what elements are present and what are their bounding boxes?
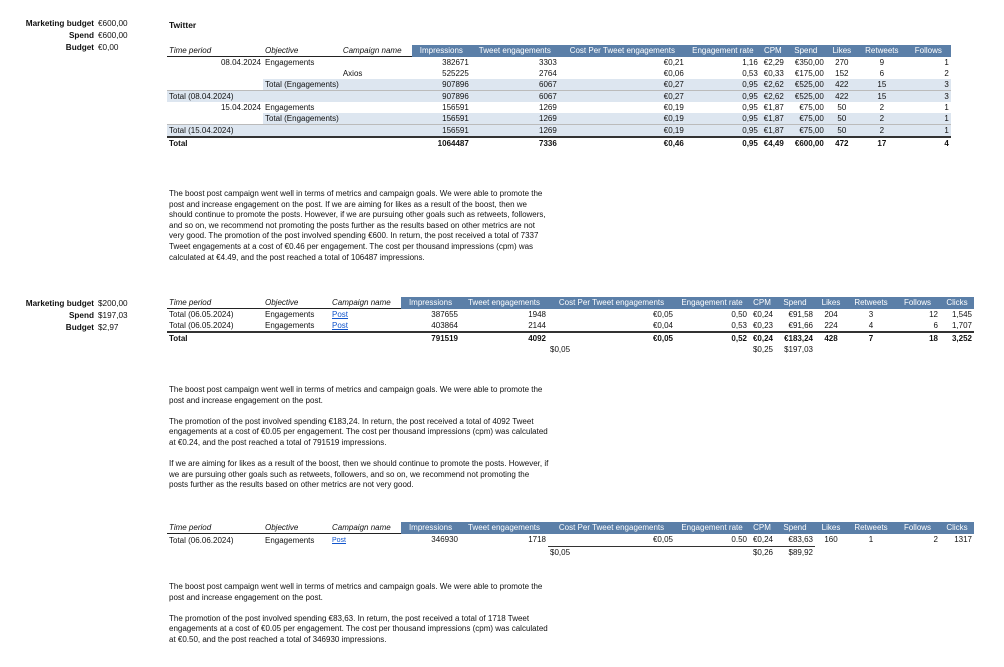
cell-engagements: 2144 (528, 321, 546, 330)
cell-cpm: €2,62 (760, 79, 786, 91)
paragraph: The boost post campaign went well in terms of metrics and campaign goals. We were able to promote the post and increase engagement on the post. (169, 582, 543, 602)
table-header (167, 45, 951, 57)
cell-spend: €91,58 (788, 309, 813, 319)
cell-rate: 0,95 (686, 125, 760, 138)
column-header: Campaign name (330, 297, 401, 309)
campaign-table-2 (167, 297, 974, 355)
cell-campaign (341, 57, 412, 69)
cell-spend: €75,00 (786, 125, 826, 138)
empty-cell (895, 344, 940, 355)
cell-likes: 50 (826, 113, 858, 125)
cell-cpe: €0,27 (559, 91, 686, 103)
cell-rate: 0,95 (686, 91, 760, 103)
column-header: Engagement rate (675, 297, 749, 309)
cell-engagements: 1718 (528, 535, 546, 545)
budget-label: Budget (65, 323, 94, 332)
cell-impressions: 382671 (442, 57, 469, 67)
cell-objective (263, 91, 341, 103)
cell-period: Total (08.04.2024) (167, 91, 263, 103)
column-header: Impressions (412, 45, 471, 57)
campaign-link[interactable]: Post (332, 310, 349, 319)
cell-retweets: 15 (858, 91, 906, 103)
cell-impressions: 156591 (442, 103, 469, 112)
cell-period: Total (06.05.2024) (169, 321, 234, 330)
cell-spend-usd: $197,03 (784, 345, 813, 354)
cell-cpe: €0,21 (663, 57, 684, 67)
cell-period (167, 68, 263, 79)
campaign-link[interactable]: Post (332, 321, 349, 330)
column-header: Retweets (858, 45, 906, 57)
column-header: Engagement rate (675, 522, 749, 534)
cell-cpm: €0,33 (763, 69, 784, 78)
table-header (167, 297, 974, 309)
cell-engagements: 6067 (471, 91, 559, 103)
cell-cpm: €2,62 (760, 91, 786, 103)
column-header: Campaign name (341, 45, 412, 57)
empty-cell (460, 546, 548, 558)
cell-campaign[interactable] (330, 309, 401, 321)
cell-rate: 0,95 (686, 137, 760, 149)
cell-period: Total (06.05.2024) (169, 310, 234, 319)
cell-retweets: 9 (879, 57, 885, 67)
empty-cell (401, 546, 460, 558)
cell-engagements: 2764 (539, 69, 557, 78)
cell-follows: 18 (895, 332, 940, 344)
cell-impressions: 403864 (431, 321, 458, 330)
cell-campaign (341, 102, 412, 113)
table-row (167, 102, 951, 113)
cell-period: 15.04.2024 (220, 103, 261, 112)
column-header: Retweets (847, 522, 895, 534)
cell-follows: 1 (944, 103, 949, 112)
column-header: Tweet engagements (471, 45, 559, 57)
campaign-table-3 (167, 522, 974, 558)
column-header: Objective (263, 45, 341, 57)
column-header: Likes (826, 45, 858, 57)
column-header: Clicks (940, 297, 974, 309)
cell-rate: 0,95 (686, 113, 760, 125)
empty-cell (167, 344, 263, 355)
cell-rate: 0,95 (742, 103, 758, 112)
cell-retweets: 1 (868, 535, 874, 545)
column-header: Spend (775, 522, 815, 534)
table-total-row (167, 137, 951, 149)
cell-cpe: €0,46 (559, 137, 686, 149)
column-header: Objective (263, 522, 330, 534)
cell-follows: 2 (933, 535, 938, 545)
paragraph: If we are aiming for likes as a result of the boost, then we should continue to promote the posts. However, if we are pursuing other goals such as retweets, followers, and so on, we recommend not promoting the posts further as the results based on other metrics are not very good. (169, 459, 549, 490)
cell-engagements: 4092 (460, 332, 548, 344)
cell-cpe: €0,05 (548, 332, 675, 344)
cell-spend: €175,00 (794, 69, 824, 78)
table-row (167, 113, 951, 125)
cell-retweets: 6 (879, 69, 885, 78)
cell-retweets: 15 (858, 79, 906, 91)
summary-text-1 (169, 189, 549, 274)
cell-likes: 270 (835, 57, 849, 67)
budget-label: Spend (68, 31, 94, 40)
empty-cell (675, 344, 749, 355)
column-header: Impressions (401, 522, 460, 534)
cell-engagements: 6067 (471, 79, 559, 91)
cell-cpe: €0,05 (652, 309, 673, 319)
column-header: Follows (906, 45, 951, 57)
empty-cell (847, 546, 895, 558)
cell-campaign (330, 332, 401, 344)
cell-engagements: 1948 (528, 309, 546, 319)
campaign-link[interactable]: Post (332, 537, 347, 544)
cell-follows: 4 (906, 137, 951, 149)
cell-likes: 50 (837, 103, 847, 112)
cell-engagements: 3303 (539, 57, 557, 67)
cell-clicks: 3,252 (940, 332, 974, 344)
cell-cpe-usd: $0,05 (550, 547, 571, 557)
cell-campaign (341, 137, 412, 149)
budget-value: €0,00 (98, 43, 119, 52)
platform-title: Twitter (169, 20, 197, 30)
usd-row (167, 546, 974, 558)
table-row (167, 57, 951, 69)
cell-rate: 1,16 (742, 57, 758, 67)
column-header: Time period (167, 297, 263, 309)
cell-follows: 1 (906, 113, 951, 125)
budget-value: $2,97 (98, 323, 119, 332)
cell-period (167, 79, 263, 91)
column-header: Likes (815, 522, 847, 534)
cell-likes: 422 (826, 91, 858, 103)
cell-spend: €91,66 (788, 321, 813, 330)
cell-follows: 3 (906, 79, 951, 91)
cell-follows: 1 (944, 57, 949, 67)
column-header: Clicks (940, 522, 974, 534)
column-header: Time period (167, 45, 263, 57)
cell-spend: €350,00 (794, 57, 824, 67)
empty-cell (330, 344, 401, 355)
cell-likes: 152 (835, 69, 849, 78)
table-total-row (167, 332, 974, 344)
empty-cell (815, 546, 847, 558)
cell-objective: Total (Engagements) (265, 114, 339, 123)
cell-cpe: €0,06 (663, 69, 684, 78)
cell-spend: €600,00 (786, 137, 826, 149)
empty-cell (895, 546, 940, 558)
cell-cpm-usd: $0,25 (752, 345, 773, 354)
table-row (167, 68, 951, 79)
cell-retweets: 4 (868, 321, 874, 330)
cell-rate: 0,52 (675, 332, 749, 344)
cell-engagements: 7336 (471, 137, 559, 149)
column-header: Cost Per Tweet engagements (548, 297, 675, 309)
cell-cpm: €0,23 (752, 321, 773, 330)
budget-value: €600,00 (98, 19, 128, 28)
paragraph: The boost post campaign went well in terms of metrics and campaign goals. We were able to promote the post and increase engagement on the post. If we are aiming for likes as a result of the boost, then we should continue to promote the posts. However, if we are pursuing other goals such as retweets, followers, and so on, we recommend not promoting the posts further as the results based on other metrics are not very good. The promotion of the post involved spending €600. In return, the post received a total of 7337 Tweet engagements at a cost of €0.46 per engagement. The cost per thousand impressions (cpm) was calculated at €4.49, and the post reached a total of 106487 impressions. (169, 189, 546, 262)
cell-impressions: 1064487 (412, 137, 471, 149)
empty-cell (675, 546, 749, 558)
cell-spend-usd: $89,92 (788, 547, 813, 557)
cell-likes: 50 (826, 125, 858, 138)
paragraph: The promotion of the post involved spending €83,63. In return, the post received a total of 1718 Tweet engagements at a cost of €0.05 per engagement. The cost per thousand impressions (cpm) was calculated at €0.50, and the post reached a total of 346930 impressions. (169, 613, 548, 644)
column-header: Likes (815, 297, 847, 309)
cell-follows: 3 (906, 91, 951, 103)
empty-cell (263, 344, 330, 355)
cell-follows: 2 (944, 69, 949, 78)
cell-rate: 0,53 (742, 69, 758, 78)
table-header (167, 522, 974, 534)
cell-likes: 224 (824, 321, 838, 330)
empty-cell (167, 546, 263, 558)
budget-summary-1 (0, 18, 140, 54)
cell-cpm: €0,24 (749, 332, 775, 344)
cell-impressions: 525225 (442, 69, 469, 78)
cell-objective (263, 125, 341, 138)
cell-cpm: €0,24 (749, 534, 775, 547)
cell-impressions: 907896 (412, 91, 471, 103)
column-header: CPM (760, 45, 786, 57)
cell-cpe: €0,19 (559, 125, 686, 138)
cell-retweets: 2 (879, 103, 885, 112)
cell-clicks: 1317 (954, 535, 972, 545)
cell-objective: Engagements (265, 321, 315, 330)
cell-likes: 160 (824, 535, 838, 545)
cell-period: Total (167, 137, 263, 149)
cell-rate: 0,53 (731, 321, 747, 330)
cell-impressions: 907896 (412, 79, 471, 91)
cell-spend: €75,00 (786, 113, 826, 125)
cell-engagements: 1269 (539, 103, 557, 112)
campaign-table-1 (167, 45, 951, 149)
cell-likes: 204 (824, 309, 838, 319)
budget-summary-2 (0, 298, 140, 334)
cell-cpe: €0,19 (663, 103, 684, 112)
cell-impressions: 156591 (412, 125, 471, 138)
budget-label: Marketing budget (25, 19, 94, 28)
cell-objective: Engagements (265, 535, 315, 545)
cell-campaign (341, 125, 412, 138)
cell-objective: Engagements (265, 310, 315, 319)
cell-cpe: €0,05 (548, 534, 675, 547)
cell-likes: 428 (815, 332, 847, 344)
column-header: Cost Per Tweet engagements (548, 522, 675, 534)
column-header: Follows (895, 522, 940, 534)
column-header: Tweet engagements (460, 297, 548, 309)
column-header: Spend (775, 297, 815, 309)
cell-cpe: €0,27 (559, 79, 686, 91)
budget-label: Marketing budget (25, 299, 94, 308)
empty-cell (401, 344, 460, 355)
cell-impressions: 346930 (431, 535, 458, 545)
cell-spend: €525,00 (786, 79, 826, 91)
cell-cpm: €1,87 (763, 103, 784, 112)
empty-cell (940, 344, 974, 355)
empty-cell (847, 344, 895, 355)
cell-cpe: €0,19 (559, 113, 686, 125)
table-row (167, 79, 951, 91)
cell-cpm: €1,87 (760, 125, 786, 138)
cell-cpm: €1,87 (760, 113, 786, 125)
cell-follows: 12 (929, 309, 938, 319)
budget-value: $200,00 (98, 299, 128, 308)
cell-rate: 0.50 (675, 534, 749, 547)
cell-impressions: 156591 (412, 113, 471, 125)
cell-campaign (341, 113, 412, 125)
table-row (167, 91, 951, 103)
budget-value: €600,00 (98, 31, 128, 40)
table-row (167, 534, 974, 547)
cell-objective: Engagements (265, 103, 315, 112)
cell-cpm: €0,24 (752, 309, 773, 319)
empty-cell (330, 546, 401, 558)
cell-rate: 0,50 (731, 309, 747, 319)
cell-period: Total (167, 332, 263, 344)
cell-impressions: 791519 (401, 332, 460, 344)
budget-value: $197,03 (98, 311, 128, 320)
cell-spend: €183,24 (775, 332, 815, 344)
cell-cpe-usd: $0,05 (550, 345, 571, 354)
cell-cpm: €4,49 (760, 137, 786, 149)
empty-cell (263, 546, 330, 558)
empty-cell (460, 344, 548, 355)
empty-cell (940, 546, 974, 558)
cell-objective (263, 68, 341, 79)
column-header: Cost Per Tweet engagements (559, 45, 686, 57)
cell-rate: 0,95 (686, 79, 760, 91)
cell-clicks: 1,707 (951, 321, 972, 330)
paragraph: The boost post campaign went well in terms of metrics and campaign goals. We were able to promote the post and increase engagement on the post. (169, 385, 543, 405)
cell-retweets: 17 (858, 137, 906, 149)
cell-retweets: 2 (858, 113, 906, 125)
cell-engagements: 1269 (471, 113, 559, 125)
cell-period: Total (15.04.2024) (167, 125, 263, 138)
column-header: Tweet engagements (460, 522, 548, 534)
column-header: Impressions (401, 297, 460, 309)
table-row (167, 125, 951, 138)
cell-follows: 6 (933, 321, 938, 330)
empty-cell (815, 344, 847, 355)
cell-engagements: 1269 (471, 125, 559, 138)
cell-retweets: 7 (847, 332, 895, 344)
table-row (167, 320, 974, 332)
summary-text-3 (169, 582, 549, 656)
cell-clicks: 1,545 (951, 309, 972, 319)
cell-spend: €75,00 (799, 103, 824, 112)
table-row (167, 309, 974, 321)
cell-likes: 472 (826, 137, 858, 149)
cell-cpm: €2,29 (763, 57, 784, 67)
cell-cpe: €0,04 (652, 321, 673, 330)
cell-retweets: 3 (868, 309, 874, 319)
cell-objective: Engagements (265, 58, 315, 67)
column-header: Engagement rate (686, 45, 760, 57)
cell-campaign (341, 91, 412, 103)
cell-campaign[interactable] (330, 320, 401, 332)
column-header: Campaign name (330, 522, 401, 534)
cell-campaign: Axios (342, 69, 363, 78)
column-header: Spend (786, 45, 826, 57)
cell-impressions: 387655 (431, 309, 458, 319)
cell-campaign (341, 79, 412, 91)
cell-retweets: 2 (858, 125, 906, 138)
column-header: CPM (749, 297, 775, 309)
summary-text-2 (169, 385, 549, 502)
budget-label: Budget (65, 43, 94, 52)
cell-cpm-usd: $0,26 (752, 547, 773, 557)
cell-period: Total (06.06.2024) (169, 535, 234, 545)
usd-row (167, 344, 974, 355)
column-header: Objective (263, 297, 330, 309)
cell-likes: 422 (826, 79, 858, 91)
column-header: Time period (167, 522, 263, 534)
budget-label: Spend (68, 311, 94, 320)
cell-campaign[interactable] (330, 534, 401, 547)
cell-period: 08.04.2024 (220, 58, 261, 67)
column-header: Retweets (847, 297, 895, 309)
column-header: CPM (749, 522, 775, 534)
cell-objective: Total (Engagements) (265, 80, 339, 89)
cell-spend: €525,00 (786, 91, 826, 103)
cell-follows: 1 (906, 125, 951, 138)
cell-objective (263, 332, 330, 344)
paragraph: The promotion of the post involved spending €183,24. In return, the post received a total of 4092 Tweet engagements at a cost of €0.05 per engagement. The cost per thousand impressions (cpm) was calculated at €0.24, and the post reached a total of 791519 impressions. (169, 416, 548, 447)
column-header: Follows (895, 297, 940, 309)
cell-spend: €83,63 (775, 534, 815, 547)
cell-period (167, 113, 263, 125)
cell-objective (263, 137, 341, 149)
